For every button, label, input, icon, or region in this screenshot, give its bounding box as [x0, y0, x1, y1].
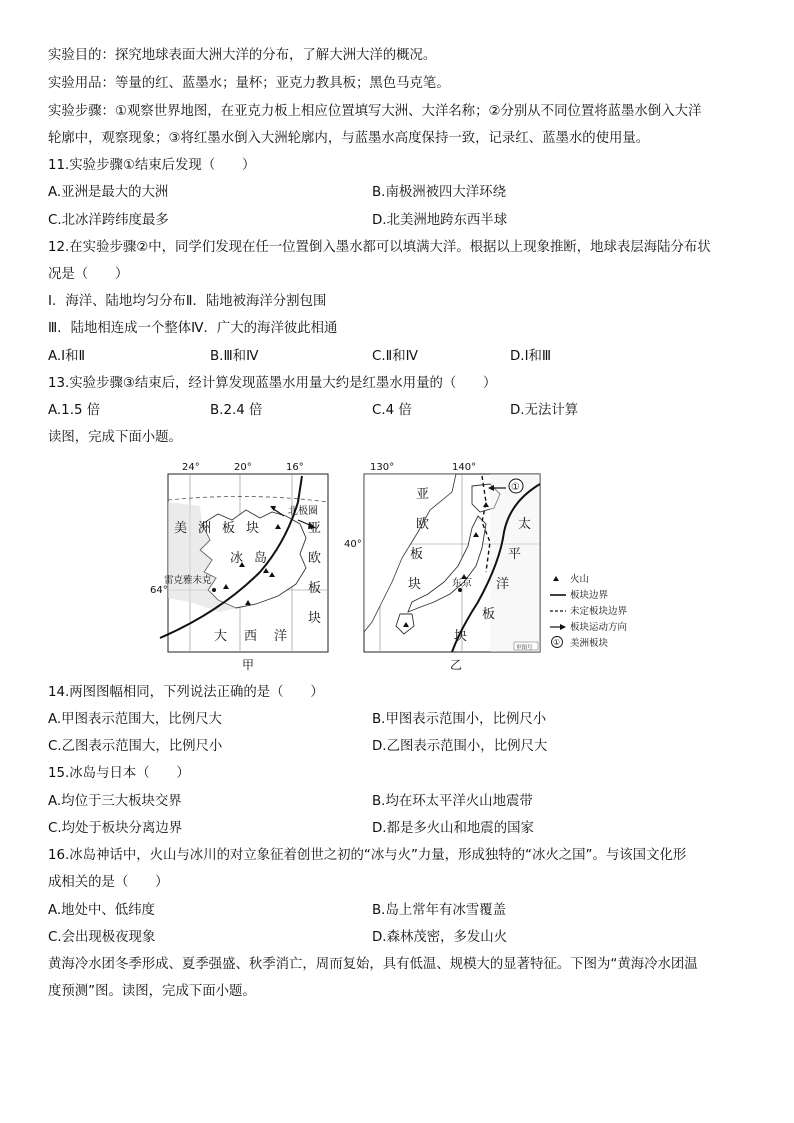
jia-lon-20: 20° [234, 462, 252, 473]
map-yi [344, 462, 540, 672]
jia-char-xi: 西 [244, 629, 258, 644]
q12-stem-line2: 况是（ ） [48, 267, 129, 282]
jia-lon-24: 24° [182, 462, 200, 473]
q16-option-c: C.会出现极夜现象 [48, 930, 156, 945]
yi-caption: 乙 [450, 658, 463, 672]
q11-option-a: A.亚洲是最大的大洲 [48, 185, 169, 200]
q12-statement-1: Ⅰ．海洋、陆地均匀分布Ⅱ．陆地被海洋分割包围 [48, 294, 327, 309]
q11-stem: 11.实验步骤①结束后发现（ ） [48, 158, 256, 173]
jia-char-ya: 亚 [308, 521, 322, 536]
read-map-instruction: 读图，完成下面小题。 [48, 430, 182, 445]
yi-char-ban2: 板 [482, 607, 496, 622]
q12-option-c: C.Ⅱ和Ⅳ [372, 349, 418, 364]
q13-option-b: B.2.4 倍 [210, 403, 263, 418]
jia-char-kuai: 块 [246, 521, 260, 536]
q12-option-a: A.Ⅰ和Ⅱ [48, 349, 86, 364]
jia-char-mei: 美 [174, 521, 188, 536]
q13-option-d: D.无法计算 [510, 403, 579, 418]
yi-char-ou: 欧 [416, 517, 430, 532]
q14-stem: 14.两图图幅相同，下列说法正确的是（ ） [48, 685, 324, 700]
plate-maps-figure [150, 462, 650, 674]
q16-stem-line1: 16.冰岛神话中，火山与冰川的对立象征着创世之初的“冰与火”力量，形成独特的“冰火之国”。与该国文化形 [48, 848, 687, 863]
legend-volcano: 火山 [570, 574, 590, 585]
outro-line2: 度预测”图。读图，完成下面小题。 [48, 984, 256, 999]
outro-line1: 黄海冷水团冬季形成、夏季强盛、秋季消亡，周而复始，具有低温、规模大的显著特征。下图为“黄海冷水团温 [48, 957, 698, 972]
jia-char-yang: 洋 [274, 629, 288, 644]
q12-statement-2: Ⅲ．陆地相连成一个整体Ⅳ．广大的海洋彼此相通 [48, 321, 338, 336]
jia-char-dao: 岛 [254, 551, 268, 566]
experiment-steps-line2: 轮廓中，观察现象；③将红墨水倒入大洲轮廓内，与蓝墨水高度保持一致，记录红、蓝墨水的使用量。 [48, 131, 650, 146]
q15-stem: 15.冰岛与日本（ ） [48, 766, 190, 781]
q14-option-d: D.乙图表示范围小，比例尺大 [372, 739, 548, 754]
yi-lat-40: 40° [344, 539, 362, 550]
jia-lon-16: 16° [286, 462, 304, 473]
jia-char-ban: 板 [222, 521, 236, 536]
q11-option-c: C.北冰洋跨纬度最多 [48, 213, 169, 228]
q15-option-d: D.都是多火山和地震的国家 [372, 821, 534, 836]
q13-option-c: C.4 倍 [372, 403, 412, 418]
q11-option-b: B.南极洲被四大洋环绕 [372, 185, 506, 200]
q12-option-d: D.Ⅰ和Ⅲ [510, 349, 552, 364]
q13-option-a: A.1.5 倍 [48, 403, 101, 418]
yi-char-ya: 亚 [416, 487, 430, 502]
q15-option-b: B.均在环太平洋火山地震带 [372, 794, 533, 809]
jia-char-ban2: 板 [308, 581, 322, 596]
map-jia [150, 462, 328, 672]
q14-option-b: B.甲图表示范围小，比例尺小 [372, 712, 547, 727]
legend-boundary: 板块边界 [570, 590, 609, 601]
q12-option-b: B.Ⅲ和Ⅳ [210, 349, 259, 364]
yi-tokyo-label: 东京 [452, 578, 472, 589]
q14-option-a: A.甲图表示范围大，比例尺大 [48, 712, 222, 727]
yi-plate-marker: ① [511, 482, 520, 493]
experiment-steps-line1: 实验步骤：①观察世界地图，在亚克力板上相应位置填写大洲、大洋名称；②分别从不同位置将蓝墨水倒入大洋 [48, 104, 702, 119]
yi-char-yang: 洋 [496, 577, 510, 592]
q15-option-c: C.均处于板块分离边界 [48, 821, 183, 836]
jia-reykjavik-label: 雷克雅未克 [164, 575, 212, 586]
jia-char-bing: 冰 [230, 551, 244, 566]
yi-lon-130: 130° [370, 462, 395, 473]
q15-option-a: A.均位于三大板块交界 [48, 794, 182, 809]
q13-stem: 13.实验步骤③结束后，经计算发现蓝墨水用量大约是红墨水用量的（ ） [48, 376, 497, 391]
yi-char-ping: 平 [508, 547, 522, 562]
map-legend [550, 573, 628, 649]
q16-option-b: B.岛上常年有冰雪覆盖 [372, 903, 506, 918]
jia-char-zhou: 洲 [198, 521, 212, 536]
legend-america: 美洲板块 [570, 638, 609, 649]
yi-char-ban: 板 [410, 547, 424, 562]
legend-uncertain: 未定板块边界 [570, 606, 628, 617]
jia-arctic-circle-label: 北极圈 [288, 506, 318, 517]
jia-char-ou: 欧 [308, 551, 322, 566]
q16-stem-line2: 成相关的是（ ） [48, 875, 169, 890]
yi-char-kuai: 块 [408, 577, 422, 592]
yi-lon-140: 140° [452, 462, 477, 473]
experiment-purpose: 实验目的：探究地球表面大洲大洋的分布，了解大洲大洋的概况。 [48, 48, 437, 63]
yi-char-tai: 太 [518, 517, 532, 532]
yi-char-kuai2: 块 [454, 629, 468, 644]
q16-option-a: A.地处中、低纬度 [48, 903, 155, 918]
legend-marker: ① [553, 638, 561, 647]
q11-option-d: D.北美洲地跨东西半球 [372, 213, 508, 228]
experiment-materials: 实验用品：等量的红、蓝墨水；量杯；亚克力教具板；黑色马克笔。 [48, 76, 450, 91]
q12-stem-line1: 12.在实验步骤②中，同学们发现在任一位置倒入墨水都可以填满大洋。根据以上现象推断，地球表层海陆分布状 [48, 240, 711, 255]
yi-copyright: 审图号 [516, 645, 533, 651]
legend-motion: 板块运动方向 [570, 622, 628, 633]
q16-option-d: D.森林茂密，多发山火 [372, 930, 508, 945]
jia-caption: 甲 [242, 658, 255, 672]
jia-char-kuai2: 块 [308, 611, 322, 626]
jia-lat-64: 64° [150, 585, 168, 596]
q14-option-c: C.乙图表示范围大，比例尺小 [48, 739, 223, 754]
jia-char-da: 大 [214, 629, 228, 644]
